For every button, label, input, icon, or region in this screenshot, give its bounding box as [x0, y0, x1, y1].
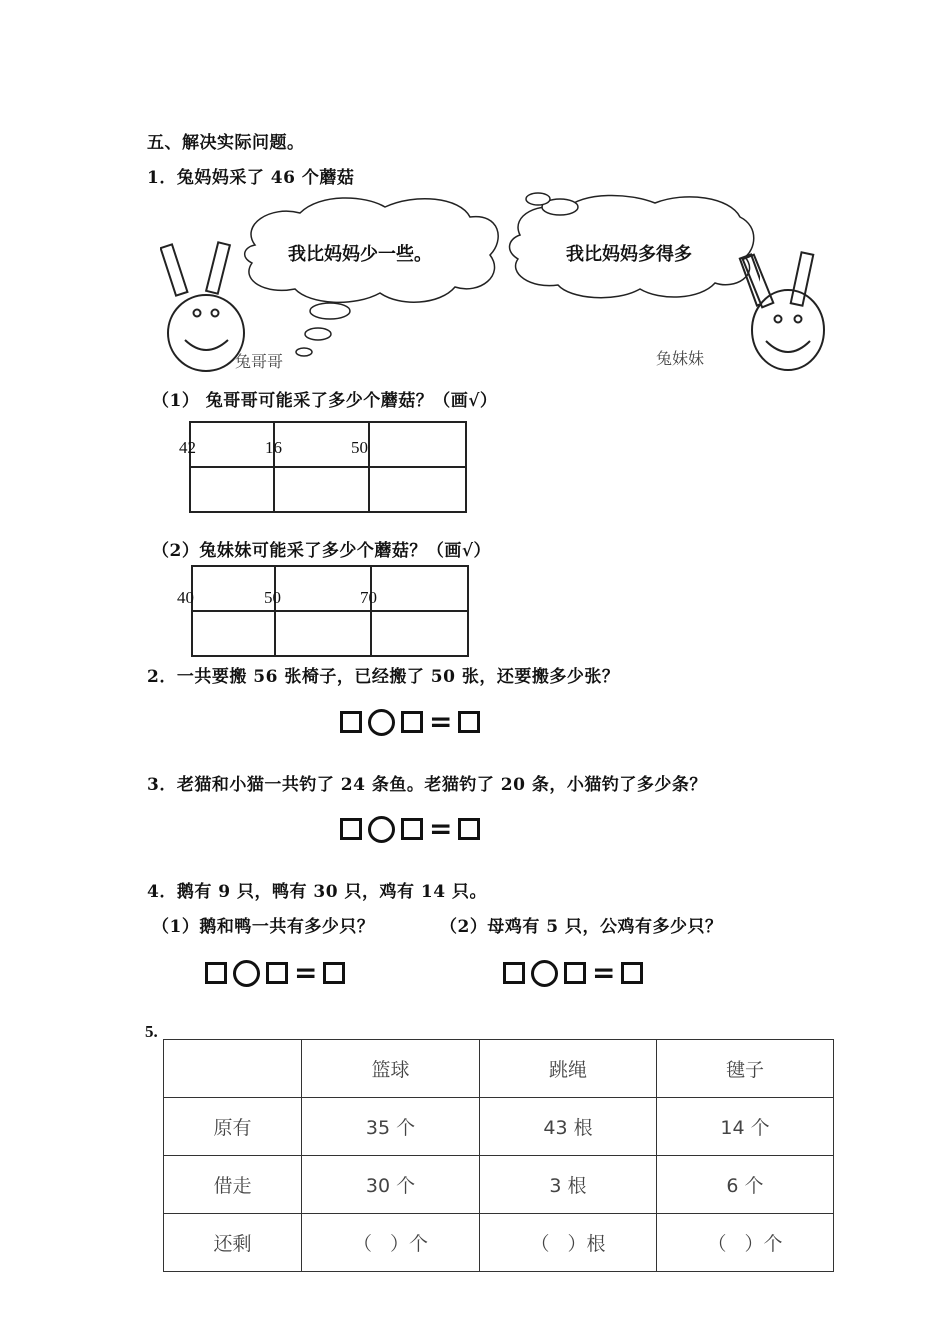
table-cell: 30 个 — [302, 1156, 480, 1214]
q2-text: 2．一共要搬 56 张椅子，已经搬了 50 张，还要搬多少张？ — [147, 667, 620, 687]
q4-sub1: （1）鹅和鸭一共有多少只？ — [152, 917, 375, 937]
rabbit-brother-icon — [161, 242, 244, 371]
answer-cell[interactable]: （ ）根 — [480, 1214, 657, 1272]
q1-sub1-grid — [189, 421, 467, 513]
answer-box[interactable] — [340, 818, 362, 840]
table-row — [164, 1156, 834, 1214]
answer-box[interactable] — [503, 962, 525, 984]
equals-sign: = — [592, 956, 616, 989]
bubble-left-text: 我比妈妈少一些。 — [288, 244, 432, 265]
answer-box[interactable] — [458, 818, 480, 840]
option-value: 70 — [360, 588, 377, 607]
section-title: 五、解决实际问题。 — [147, 133, 305, 153]
q4-text: 4．鹅有 9 只，鸭有 30 只，鸡有 14 只。 — [147, 882, 487, 902]
q3-text: 3．老猫和小猫一共钓了 24 条鱼。老猫钓了 20 条，小猫钓了多少条？ — [147, 775, 707, 795]
answer-cell[interactable]: （ ）个 — [657, 1214, 834, 1272]
answer-box[interactable] — [401, 711, 423, 733]
table-cell: 6 个 — [657, 1156, 834, 1214]
table-header-cell: 毽子 — [657, 1040, 834, 1098]
table-cell: 14 个 — [657, 1098, 834, 1156]
label-brother: 兔哥哥 — [235, 352, 284, 371]
check-cell[interactable] — [371, 611, 468, 656]
option-value: 40 — [177, 588, 194, 607]
answer-box[interactable] — [340, 711, 362, 733]
q2-equation — [340, 705, 480, 738]
q4-sub2: （2）母鸡有 5 只，公鸡有多少只？ — [440, 917, 723, 937]
check-cell[interactable] — [192, 611, 275, 656]
table-row — [164, 1098, 834, 1156]
option-value: 16 — [265, 438, 282, 457]
operator-circle[interactable] — [531, 960, 558, 987]
answer-box[interactable] — [401, 818, 423, 840]
equals-sign: = — [429, 812, 453, 845]
q1-title: 1．兔妈妈采了 46 个蘑菇 — [147, 168, 355, 188]
left-thought-bubble-icon — [245, 198, 499, 356]
answer-box[interactable] — [621, 962, 643, 984]
q1-sub2-prompt: （2）兔妹妹可能采了多少个蘑菇？（画√） — [152, 541, 492, 561]
table-cell: 3 根 — [480, 1156, 657, 1214]
answer-box[interactable] — [323, 962, 345, 984]
table-header-row — [164, 1040, 834, 1098]
equals-sign: = — [429, 705, 453, 738]
check-cell[interactable] — [190, 467, 274, 512]
table-header-cell — [164, 1040, 302, 1098]
row-label: 借走 — [164, 1156, 302, 1214]
check-cell[interactable] — [274, 467, 369, 512]
answer-box[interactable] — [458, 711, 480, 733]
answer-box[interactable] — [564, 962, 586, 984]
operator-circle[interactable] — [233, 960, 260, 987]
operator-circle[interactable] — [368, 816, 395, 843]
label-sister: 兔妹妹 — [656, 349, 705, 368]
q5-table — [163, 1039, 834, 1272]
operator-circle[interactable] — [368, 709, 395, 736]
q5-label: 5. — [145, 1022, 158, 1041]
q4-sub2-equation — [503, 956, 643, 989]
q1-sub2-grid — [191, 565, 469, 657]
check-cell[interactable] — [275, 611, 371, 656]
answer-box[interactable] — [205, 962, 227, 984]
answer-box[interactable] — [266, 962, 288, 984]
option-value: 50 — [351, 438, 368, 457]
q3-equation — [340, 812, 480, 845]
table-row — [164, 1214, 834, 1272]
q4-sub1-equation — [205, 956, 345, 989]
row-label: 还剩 — [164, 1214, 302, 1272]
option-value: 42 — [179, 438, 196, 457]
rabbit-sister-figure-icon — [740, 245, 840, 385]
table-cell: 35 个 — [302, 1098, 480, 1156]
bubble-right-text: 我比妈妈多得多 — [566, 244, 692, 265]
equals-sign: = — [294, 956, 318, 989]
answer-cell[interactable]: （ ）个 — [302, 1214, 480, 1272]
check-cell[interactable] — [369, 467, 466, 512]
row-label: 原有 — [164, 1098, 302, 1156]
table-header-cell: 跳绳 — [480, 1040, 657, 1098]
option-value: 50 — [264, 588, 281, 607]
table-header-cell: 篮球 — [302, 1040, 480, 1098]
q1-sub1-prompt: （1） 兔哥哥可能采了多少个蘑菇？（画√） — [152, 391, 498, 411]
table-cell: 43 根 — [480, 1098, 657, 1156]
